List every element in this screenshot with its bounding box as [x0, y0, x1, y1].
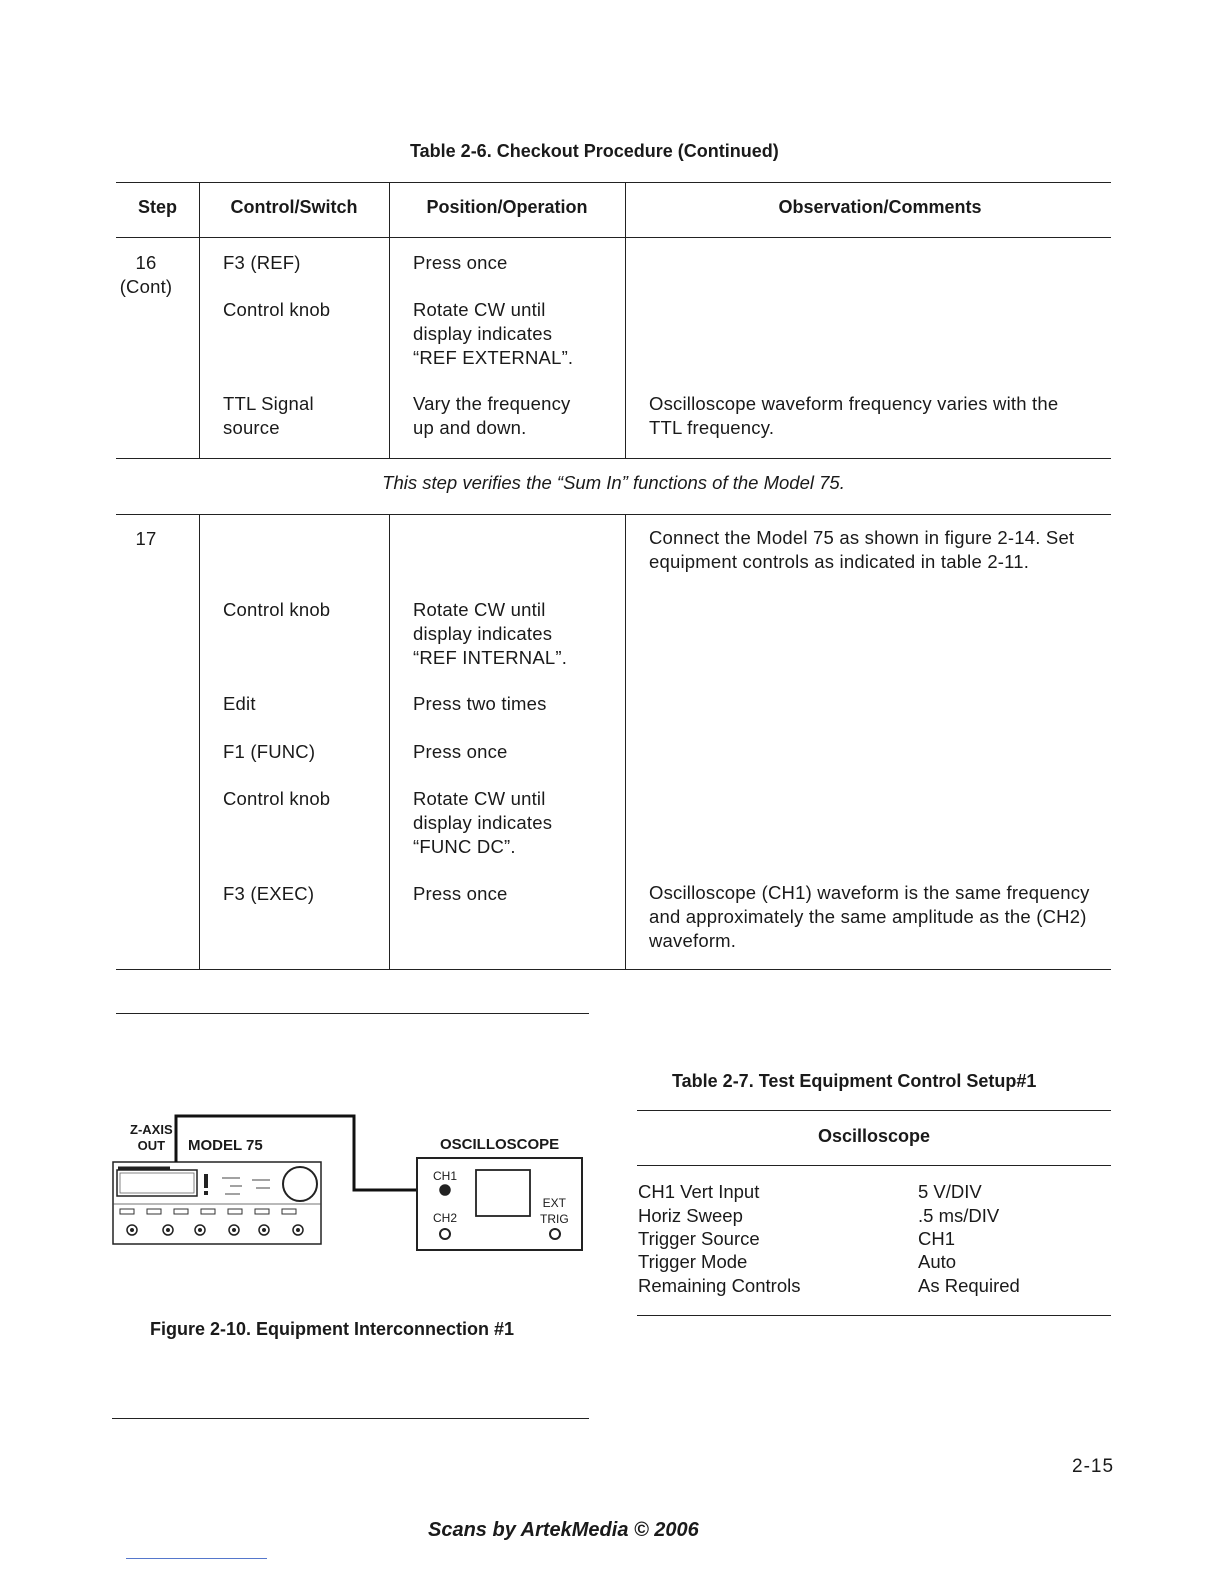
position-cell: Press once: [413, 883, 508, 904]
equipment-diagram: [110, 1110, 590, 1260]
control-cell: Control knob: [223, 599, 331, 620]
zaxis-out-label: Z-AXIS OUT: [130, 1122, 173, 1153]
bnc-connector-pin-icon: [296, 1228, 300, 1232]
ch2-label: CH2: [433, 1211, 458, 1225]
setting-label: Horiz Sweep: [638, 1205, 743, 1226]
setting-value: CH1: [918, 1228, 956, 1249]
position-cell: Rotate CW until display indicates “REF EXTERNAL”.: [413, 299, 574, 368]
col-divider: [199, 182, 200, 459]
control-cell: Control knob: [223, 788, 331, 809]
setting-label: Trigger Source: [638, 1228, 760, 1249]
setting-label: Remaining Controls: [638, 1275, 801, 1296]
setting-value: .5 ms/DIV: [918, 1205, 1000, 1226]
control-cell: TTL Signal source: [223, 393, 314, 438]
step-note: This step verifies the “Sum In” functions of the Model 75.: [382, 472, 845, 493]
setting-value: As Required: [918, 1275, 1020, 1296]
figure-2-10-caption: Figure 2-10. Equipment Interconnection #1: [150, 1319, 515, 1339]
model-75-label: MODEL 75: [188, 1137, 263, 1154]
oscilloscope-screen: [476, 1170, 530, 1216]
setting-label: Trigger Mode: [638, 1251, 748, 1272]
control-cell: F3 (EXEC): [223, 883, 315, 904]
setting-label: CH1 Vert Input: [638, 1181, 760, 1202]
table-2-7-top-rule: [637, 1110, 1111, 1111]
col-divider: [199, 514, 200, 970]
oscilloscope-label: OSCILLOSCOPE: [440, 1136, 560, 1153]
header-step: Step: [137, 197, 177, 217]
position-cell: Rotate CW until display indicates “REF INTERNAL”.: [413, 599, 568, 668]
col-divider: [389, 514, 390, 970]
scan-credit-footer: Scans by ArtekMedia © 2006: [428, 1519, 699, 1541]
footer-link-underline: [126, 1558, 267, 1559]
table-2-6-title: Table 2-6. Checkout Procedure (Continued): [410, 141, 779, 161]
block2-top-rule: [116, 514, 1111, 515]
table-2-7-header-rule: [637, 1165, 1111, 1166]
table-top-rule: [116, 182, 1111, 183]
setting-value: Auto: [918, 1251, 957, 1272]
observation-cell: Oscilloscope (CH1) waveform is the same frequency and approximately the same amplitude as the (CH2) waveform.: [649, 882, 1090, 951]
page-number: 2-15: [1072, 1456, 1115, 1477]
header-control: Control/Switch: [230, 197, 358, 217]
ext-trig-connector-icon: [550, 1229, 560, 1239]
header-observation: Observation/Comments: [778, 197, 982, 217]
col-divider: [625, 182, 626, 459]
setting-value: 5 V/DIV: [918, 1181, 982, 1202]
ch1-connector-icon: [440, 1185, 450, 1195]
ext-trig-label: EXT TRIG: [540, 1196, 569, 1226]
position-cell: Vary the frequency up and down.: [413, 393, 571, 438]
interconnection-diagram-svg: [110, 1110, 590, 1260]
header-bottom-rule: [116, 237, 1111, 238]
step-number: 16 (Cont): [119, 252, 173, 297]
control-cell: F1 (FUNC): [223, 741, 316, 762]
position-cell: Rotate CW until display indicates “FUNC DC”.: [413, 788, 553, 857]
table-bottom-rule: [116, 969, 1111, 970]
position-cell: Press two times: [413, 693, 547, 714]
indicator-dot: [204, 1191, 208, 1195]
position-cell: Press once: [413, 252, 508, 273]
bnc-connector-pin-icon: [166, 1228, 170, 1232]
figure-bottom-rule: [112, 1418, 589, 1419]
bnc-connector-pin-icon: [130, 1228, 134, 1232]
control-knob-icon: [283, 1167, 317, 1201]
control-cell: Control knob: [223, 299, 331, 320]
position-cell: Press once: [413, 741, 508, 762]
bnc-connector-pin-icon: [232, 1228, 236, 1232]
observation-cell: Connect the Model 75 as shown in figure 2-14. Set equipment controls as indicated in table 2-11.: [649, 527, 1075, 572]
col-divider: [625, 514, 626, 970]
control-cell: F3 (REF): [223, 252, 301, 273]
observation-cell: Oscilloscope waveform frequency varies with the TTL frequency.: [649, 393, 1059, 438]
table-2-7-header: Oscilloscope: [817, 1126, 931, 1146]
control-cell: Edit: [223, 693, 256, 714]
bnc-connector-pin-icon: [262, 1228, 266, 1232]
ch1-label: CH1: [433, 1169, 458, 1183]
ch2-connector-icon: [440, 1229, 450, 1239]
step-number: 17: [135, 528, 157, 549]
bnc-connector-pin-icon: [198, 1228, 202, 1232]
indicator-mark: [204, 1174, 208, 1188]
block1-bottom-rule: [116, 458, 1111, 459]
table-2-7-title: Table 2-7. Test Equipment Control Setup#1: [672, 1071, 1037, 1091]
col-divider: [389, 182, 390, 459]
table-2-7-bottom-rule: [637, 1315, 1111, 1316]
header-position: Position/Operation: [426, 197, 588, 217]
figure-top-rule: [116, 1013, 589, 1014]
